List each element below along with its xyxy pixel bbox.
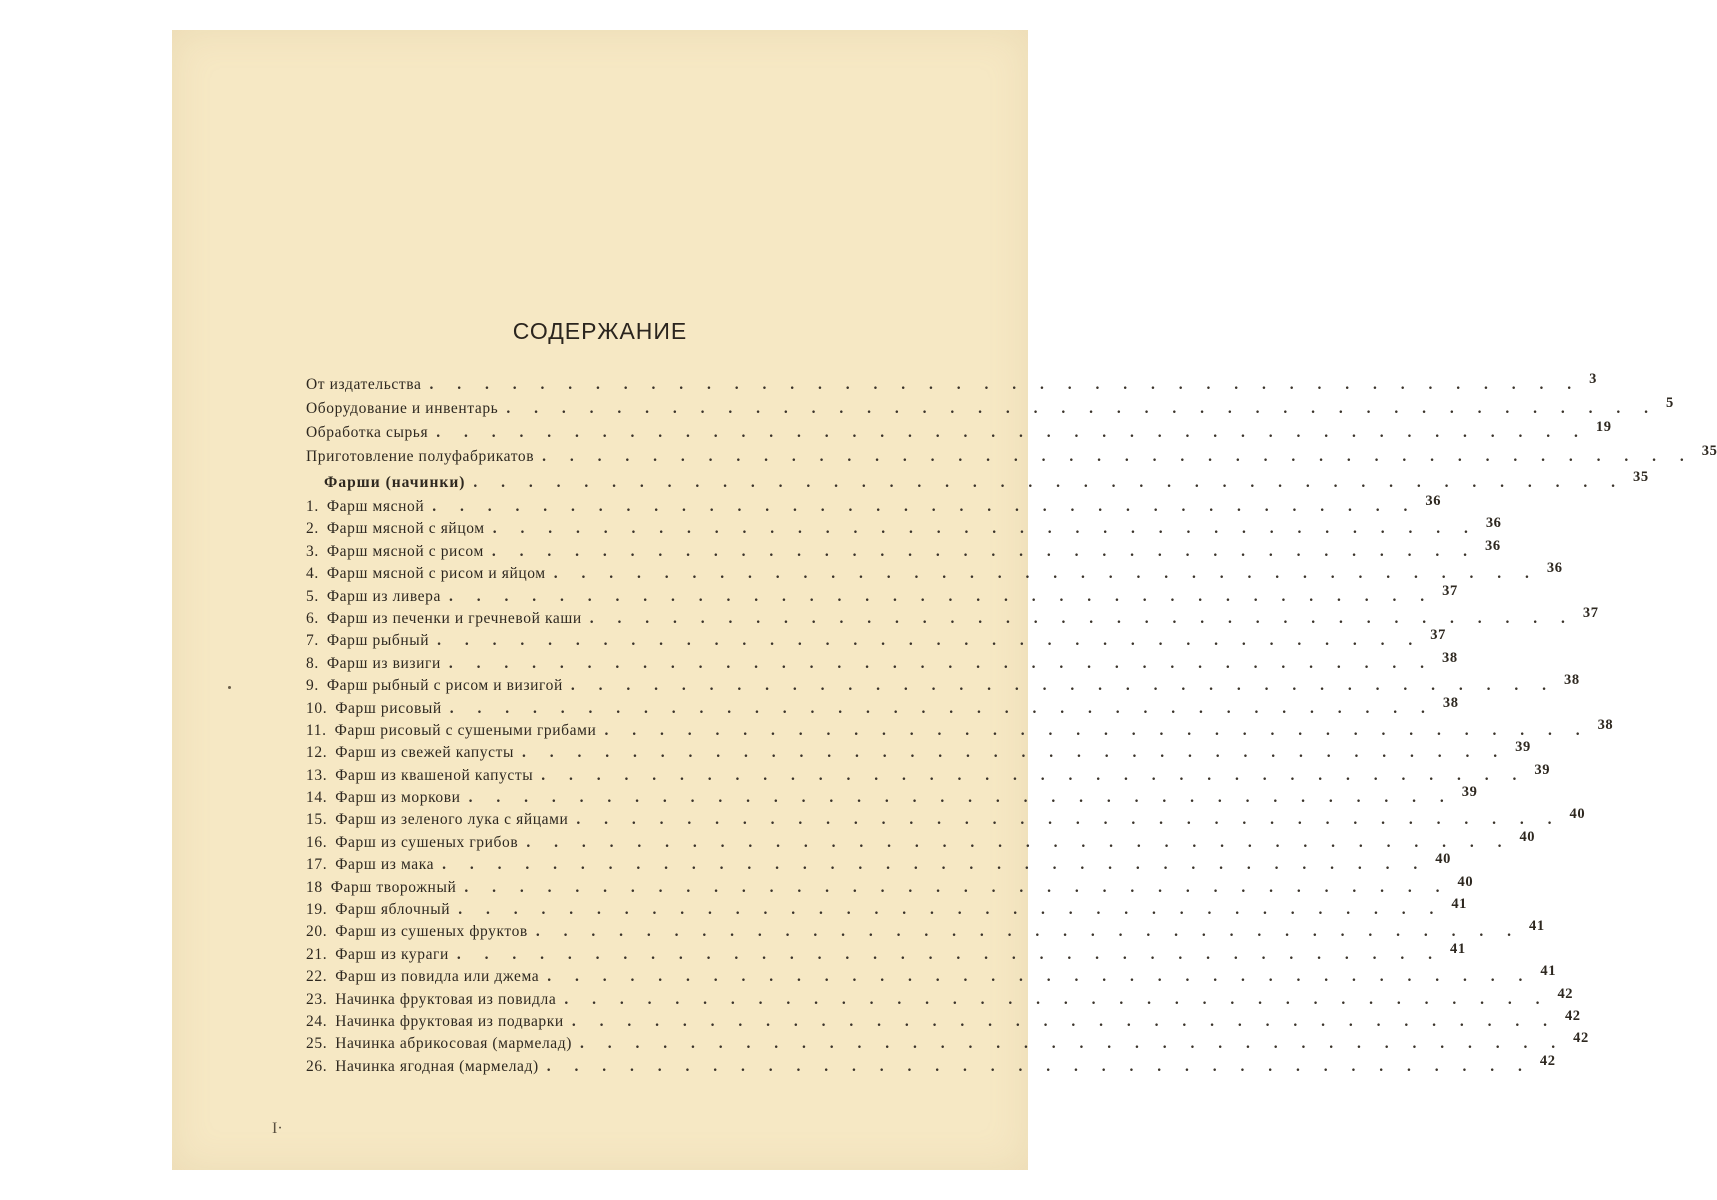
item-label: Фарш рисовый с сушеными грибами (334, 721, 597, 739)
item-page: 38 (1564, 672, 1580, 689)
toc-item (306, 515, 1502, 542)
item-number: 6. (306, 609, 319, 627)
dot-leader: . . . . . . . . . . . . . . . . . . . . . . . . . . . . . . . . . . . . . . . . . . (473, 474, 1626, 491)
item-page: 40 (1519, 828, 1536, 845)
item-page: 36 (1485, 515, 1502, 532)
item-number: 11. (306, 721, 327, 739)
item-page: 36 (1546, 560, 1563, 577)
paper-speck (228, 686, 231, 689)
item-number: 16. (306, 833, 328, 851)
toc-item (306, 940, 1466, 968)
dot-leader: . . . . . . . . . . . . . . . . . . . . . . . . . . . . . . . . . . . . (541, 766, 1527, 784)
toc-item (306, 627, 1446, 654)
item-number: 7. (306, 632, 319, 650)
dot-leader: . . . . . . . . . . . . . . . . . . . . . . . . . . . . . . . . . . . . (604, 721, 1590, 739)
item-page: 42 (1573, 1030, 1589, 1047)
toc-entry-page: 35 (1701, 443, 1717, 459)
item-label: Фарш рыбный с рисом и визигой (326, 677, 563, 695)
toc-item (306, 739, 1531, 766)
item-label: Начинка ягодная (мармелад) (335, 1057, 539, 1075)
item-page: 36 (1485, 537, 1501, 554)
item-number: 9. (306, 677, 319, 695)
table-of-contents (306, 371, 1717, 1080)
toc-item (306, 694, 1459, 722)
item-page: 39 (1515, 739, 1531, 756)
item-label: Начинка фруктовая из повидла (335, 990, 557, 1008)
item-page: 36 (1425, 493, 1442, 509)
dot-leader: . . . . . . . . . . . . . . . . . . . . . . . . . . . . . . . . . . . . . . . . . . (542, 448, 1694, 465)
item-number: 22. (306, 968, 328, 986)
item-label: Фарш мясной с рисом и яйцом (326, 565, 546, 583)
item-label: Фарш из печенки и гречневой каши (326, 609, 582, 627)
item-page: 37 (1430, 627, 1446, 644)
dot-leader: . . . . . . . . . . . . . . . . . . . . . . . . . . . . . . . . . . . . (589, 609, 1575, 627)
dot-leader: . . . . . . . . . . . . . . . . . . . . . . . . . . . . . . . . . . . . (553, 565, 1539, 583)
item-number: 19. (306, 901, 328, 919)
item-label: Фарш из квашеной капусты (335, 766, 534, 784)
toc-entry-label: Обработка сырья (306, 424, 429, 441)
item-label: Фарш мясной (326, 498, 425, 515)
item-label: Начинка фруктовая из подварки (335, 1012, 564, 1030)
item-number: 15. (306, 811, 328, 829)
dot-leader: . . . . . . . . . . . . . . . . . . . . . . . . . . . . . . . . . . . . (449, 699, 1435, 717)
item-page: 38 (1442, 649, 1458, 666)
item-page: 41 (1451, 896, 1468, 913)
item-page: 41 (1528, 918, 1545, 935)
item-number: 21. (306, 945, 328, 963)
item-number: 2. (306, 520, 319, 538)
item-page: 40 (1569, 806, 1586, 823)
toc-entry-page: 19 (1595, 419, 1612, 435)
toc-item (306, 1030, 1589, 1057)
toc-entry (306, 371, 1597, 400)
toc-item (306, 761, 1551, 789)
toc-item (306, 582, 1458, 610)
item-label: Фарш из визиги (326, 654, 441, 672)
item-number: 25. (306, 1035, 328, 1053)
toc-item (306, 918, 1545, 945)
item-page: 37 (1442, 582, 1458, 599)
page-footer-mark: I· (272, 1120, 283, 1137)
toc-item (306, 716, 1614, 744)
item-page: 42 (1557, 985, 1574, 1002)
toc-item (306, 873, 1474, 901)
dot-leader: . . . . . . . . . . . . . . . . . . . . . . . . . . . . . . . . . . . . (491, 542, 1478, 560)
toc-item (306, 828, 1536, 856)
item-number: 14. (306, 789, 328, 807)
item-page: 42 (1539, 1052, 1556, 1069)
dot-leader: . . . . . . . . . . . . . . . . . . . . . . . . . . . . . . . . . . . . (458, 901, 1444, 919)
item-page: 38 (1442, 694, 1459, 711)
dot-leader: . . . . . . . . . . . . . . . . . . . . . . . . . . . . . . . . . . . . (535, 923, 1521, 941)
dot-leader: . . . . . . . . . . . . . . . . . . . . . . . . . . . . . . . . . . . . (432, 498, 1418, 515)
item-number: 12. (306, 744, 328, 762)
toc-entry-label: Оборудование и инвентарь (306, 400, 499, 417)
toc-item (306, 1052, 1556, 1080)
item-page: 37 (1582, 604, 1599, 621)
dot-leader: . . . . . . . . . . . . . . . . . . . . . . . . . . . . . . . . . . . . (526, 833, 1512, 851)
item-number: 5. (306, 587, 319, 605)
toc-item (306, 560, 1563, 587)
dot-leader: . . . . . . . . . . . . . . . . . . . . . . . . . . . . . . . . . . . . . . . . . . (506, 400, 1658, 417)
item-page: 40 (1457, 873, 1474, 890)
item-label: Фарш из моркови (335, 789, 461, 807)
dot-leader: . . . . . . . . . . . . . . . . . . . . . . . . . . . . . . . . . . . . (571, 1012, 1557, 1030)
item-number: 20. (306, 923, 328, 941)
item-number: 26. (306, 1057, 328, 1075)
item-number: 17. (306, 856, 328, 874)
item-label: Фарш рыбный (326, 632, 430, 650)
dot-leader: . . . . . . . . . . . . . . . . . . . . . . . . . . . . . . . . . . . . . . . . . . (429, 376, 1582, 393)
dot-leader: . . . . . . . . . . . . . . . . . . . . . . . . . . . . . . . . . . . . (437, 632, 1423, 650)
toc-item (306, 537, 1501, 565)
dot-leader: . . . . . . . . . . . . . . . . . . . . . . . . . . . . . . . . . . . . (522, 744, 1508, 762)
toc-item (306, 649, 1458, 677)
dot-leader: . . . . . . . . . . . . . . . . . . . . . . . . . . . . . . . . . . . . (564, 990, 1550, 1008)
toc-item (306, 493, 1442, 520)
item-page: 39 (1534, 761, 1551, 778)
toc-item (306, 672, 1580, 699)
toc-item (306, 604, 1599, 632)
toc-entry-page: 3 (1589, 371, 1597, 387)
item-label: Фарш творожный (330, 878, 457, 896)
item-number: 18 (306, 878, 323, 896)
dot-leader: . . . . . . . . . . . . . . . . . . . . . . . . . . . . . . . . . . . . (448, 654, 1435, 672)
item-number: 1. (306, 498, 319, 515)
toc-entry (306, 395, 1674, 424)
item-number: 13. (306, 766, 328, 784)
item-label: Фарш мясной с яйцом (326, 520, 485, 538)
item-number: 10. (306, 699, 328, 717)
item-label: Начинка абрикосовая (мармелад) (335, 1035, 573, 1053)
item-page: 42 (1564, 1007, 1581, 1024)
item-label: Фарш из ливера (326, 587, 441, 605)
toc-item (306, 851, 1451, 878)
item-number: 23. (306, 990, 328, 1008)
book-page (172, 30, 1717, 1170)
item-label: Фарш из мака (335, 856, 435, 874)
dot-leader: . . . . . . . . . . . . . . . . . . . . . . . . . . . . . . . . . . . . (448, 587, 1435, 605)
dot-leader: . . . . . . . . . . . . . . . . . . . . . . . . . . . . . . . . . . . . (492, 520, 1478, 538)
item-number: 24. (306, 1012, 328, 1030)
item-page: 38 (1597, 716, 1614, 733)
dot-leader: . . . . . . . . . . . . . . . . . . . . . . . . . . . . . . . . . . . . (547, 968, 1533, 986)
toc-item (306, 896, 1468, 923)
item-page: 40 (1435, 851, 1451, 868)
dot-leader: . . . . . . . . . . . . . . . . . . . . . . . . . . . . . . . . . . . . (464, 878, 1450, 896)
toc-entry (306, 419, 1612, 448)
item-label: Фарш рисовый (335, 699, 442, 717)
toc-entry-label: От издательства (306, 376, 422, 393)
dot-leader: . . . . . . . . . . . . . . . . . . . . . . . . . . . . . . . . . . . . (442, 856, 1428, 874)
item-number: 4. (306, 565, 319, 583)
dot-leader: . . . . . . . . . . . . . . . . . . . . . . . . . . . . . . . . . . . . (468, 789, 1454, 807)
toc-item (306, 806, 1586, 833)
item-label: Фарш мясной с рисом (326, 542, 484, 560)
dot-leader: . . . . . . . . . . . . . . . . . . . . . . . . . . . . . . . . . . . . . . . . . . (436, 424, 1588, 441)
item-page: 41 (1540, 963, 1557, 980)
section-page: 35 (1633, 469, 1649, 485)
item-number: 3. (306, 542, 319, 560)
item-page: 41 (1450, 940, 1466, 957)
toc-item (306, 1007, 1581, 1035)
item-number: 8. (306, 654, 319, 672)
page-title: СОДЕРЖАНИЕ (512, 318, 688, 344)
dot-leader: . . . . . . . . . . . . . . . . . . . . . . . . . . . . . . . . . . . . (580, 1035, 1566, 1053)
toc-section-heading (306, 469, 1649, 498)
section-label: Фарши (начинки) (324, 474, 466, 491)
toc-item (306, 985, 1574, 1013)
item-label: Фарш из зеленого лука с яйцами (335, 811, 569, 829)
item-label: Фарш из повидла или джема (335, 968, 540, 986)
item-label: Фарш яблочный (335, 901, 451, 919)
dot-leader: . . . . . . . . . . . . . . . . . . . . . . . . . . . . . . . . . . . . (570, 677, 1557, 695)
item-label: Фарш из свежей капусты (335, 744, 514, 762)
dot-leader: . . . . . . . . . . . . . . . . . . . . . . . . . . . . . . . . . . . . (456, 945, 1443, 963)
toc-entry (306, 443, 1717, 472)
dot-leader: . . . . . . . . . . . . . . . . . . . . . . . . . . . . . . . . . . . . (576, 811, 1562, 829)
toc-item (306, 963, 1557, 990)
item-page: 39 (1461, 784, 1478, 801)
item-label: Фарш из кураги (335, 945, 449, 963)
item-label: Фарш из сушеных грибов (335, 833, 519, 851)
toc-item (306, 784, 1478, 811)
dot-leader: . . . . . . . . . . . . . . . . . . . . . . . . . . . . . . . . . . . . (546, 1057, 1532, 1075)
toc-entry-page: 5 (1665, 395, 1674, 411)
toc-entry-label: Приготовление полуфабрикатов (306, 448, 535, 465)
item-label: Фарш из сушеных фруктов (335, 923, 528, 941)
